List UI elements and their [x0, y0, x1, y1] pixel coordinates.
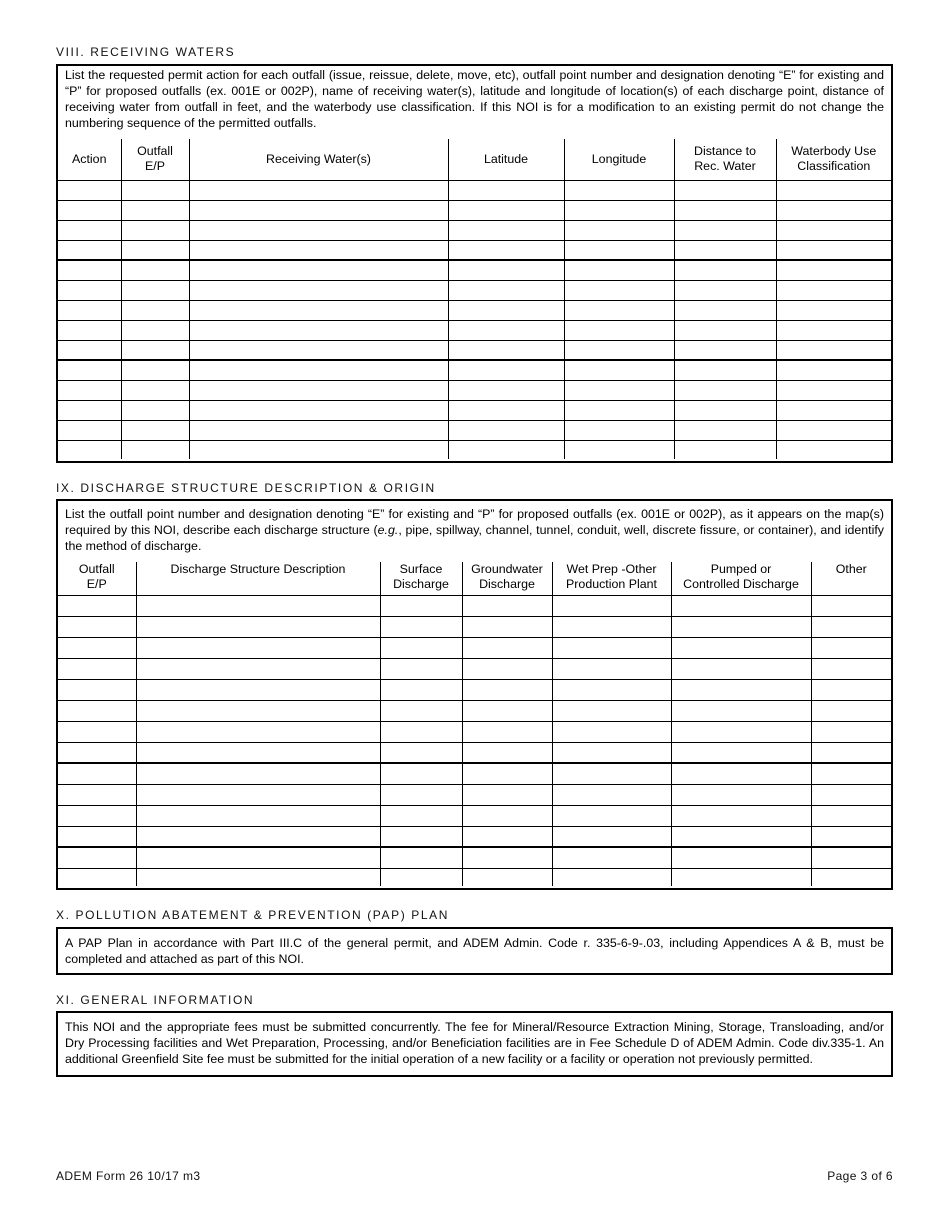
receiving-water-cell[interactable]	[189, 380, 448, 400]
discharge-structure-cell[interactable]	[552, 658, 671, 679]
discharge-structure-cell[interactable]	[58, 847, 136, 868]
receiving-water-cell[interactable]	[776, 400, 891, 420]
receiving-water-cell[interactable]	[121, 420, 189, 440]
table-row	[58, 400, 891, 420]
discharge-structure-cell[interactable]	[811, 868, 891, 886]
discharge-structure-cell[interactable]	[462, 847, 552, 868]
receiving-water-cell[interactable]	[674, 180, 776, 200]
receiving-water-cell[interactable]	[564, 280, 674, 300]
receiving-water-cell[interactable]	[674, 260, 776, 280]
discharge-structure-cell[interactable]	[462, 868, 552, 886]
table-row	[58, 847, 891, 868]
discharge-structure-cell[interactable]	[380, 658, 462, 679]
table-row	[58, 360, 891, 380]
receiving-water-cell[interactable]	[776, 420, 891, 440]
discharge-structure-cell[interactable]	[58, 700, 136, 721]
section-9-description: List the outfall point number and designation denoting “E” for existing and “P” for proposed outfalls (ex. 001E or 002P), as it appears on the map(s) required by this NOI, describe each discharge structure (e.g., pipe, spillway, channel, tunnel, conduit, well, discrete fissure, or container), and identify the method of discharge.	[65, 507, 884, 553]
discharge-structure-cell[interactable]	[552, 805, 671, 826]
discharge-structure-cell[interactable]	[58, 742, 136, 763]
col-header-longitude: Longitude	[564, 139, 674, 180]
discharge-structure-cell[interactable]	[552, 763, 671, 784]
receiving-water-cell[interactable]	[674, 440, 776, 459]
receiving-water-cell[interactable]	[564, 260, 674, 280]
discharge-structure-cell[interactable]	[671, 679, 811, 700]
receiving-water-cell[interactable]	[189, 300, 448, 320]
discharge-structure-cell[interactable]	[462, 805, 552, 826]
receiving-water-cell[interactable]	[189, 220, 448, 240]
discharge-structure-cell[interactable]	[811, 742, 891, 763]
table-row	[58, 260, 891, 280]
receiving-water-cell[interactable]	[776, 300, 891, 320]
receiving-water-cell[interactable]	[121, 400, 189, 420]
discharge-structure-cell[interactable]	[380, 847, 462, 868]
receiving-water-cell[interactable]	[776, 200, 891, 220]
discharge-structure-cell[interactable]	[811, 784, 891, 805]
receiving-water-cell[interactable]	[674, 340, 776, 360]
discharge-structure-cell[interactable]	[58, 658, 136, 679]
discharge-structure-cell[interactable]	[380, 805, 462, 826]
receiving-water-cell[interactable]	[564, 300, 674, 320]
discharge-structure-cell[interactable]	[552, 679, 671, 700]
receiving-water-cell[interactable]	[58, 340, 121, 360]
discharge-structure-cell[interactable]	[811, 805, 891, 826]
discharge-structure-cell[interactable]	[462, 826, 552, 847]
table-row	[58, 220, 891, 240]
discharge-structure-cell[interactable]	[136, 763, 380, 784]
col-header-action: Action	[58, 139, 121, 180]
discharge-structure-cell[interactable]	[380, 826, 462, 847]
discharge-structure-cell[interactable]	[136, 595, 380, 616]
receiving-water-cell[interactable]	[58, 220, 121, 240]
table-row	[58, 868, 891, 886]
receiving-water-cell[interactable]	[121, 360, 189, 380]
discharge-structure-cell[interactable]	[462, 763, 552, 784]
table-row	[58, 200, 891, 220]
discharge-structure-cell[interactable]	[136, 721, 380, 742]
discharge-structure-cell[interactable]	[552, 847, 671, 868]
receiving-water-cell[interactable]	[121, 340, 189, 360]
discharge-structure-cell[interactable]	[380, 637, 462, 658]
receiving-water-cell[interactable]	[448, 420, 564, 440]
receiving-water-cell[interactable]	[58, 280, 121, 300]
receiving-water-cell[interactable]	[58, 360, 121, 380]
receiving-water-cell[interactable]	[448, 180, 564, 200]
discharge-structure-cell[interactable]	[462, 658, 552, 679]
pap-plan-box	[56, 927, 893, 975]
discharge-structure-cell[interactable]	[552, 595, 671, 616]
discharge-structure-cell[interactable]	[136, 637, 380, 658]
discharge-structure-cell[interactable]	[671, 742, 811, 763]
discharge-structure-cell[interactable]	[671, 721, 811, 742]
receiving-water-cell[interactable]	[58, 240, 121, 260]
receiving-water-cell[interactable]	[564, 440, 674, 459]
receiving-water-cell[interactable]	[121, 440, 189, 459]
receiving-water-cell[interactable]	[121, 240, 189, 260]
table-row	[58, 763, 891, 784]
receiving-water-cell[interactable]	[776, 280, 891, 300]
receiving-water-cell[interactable]	[448, 240, 564, 260]
pap-plan-text: A PAP Plan in accordance with Part III.C of the general permit, and ADEM Admin. Code r. 335-6-9-.03, including Appendices A & B, must be completed and attached as part of this NOI.	[65, 936, 884, 966]
receiving-water-cell[interactable]	[674, 300, 776, 320]
discharge-structure-cell[interactable]	[462, 721, 552, 742]
discharge-structure-cell[interactable]	[58, 679, 136, 700]
receiving-water-cell[interactable]	[58, 380, 121, 400]
receiving-water-cell[interactable]	[564, 360, 674, 380]
receiving-water-cell[interactable]	[189, 420, 448, 440]
receiving-water-cell[interactable]	[58, 300, 121, 320]
table-row	[58, 805, 891, 826]
discharge-structure-cell[interactable]	[552, 721, 671, 742]
discharge-structure-cell[interactable]	[811, 637, 891, 658]
table-row	[58, 700, 891, 721]
receiving-water-cell[interactable]	[564, 320, 674, 340]
receiving-water-cell[interactable]	[674, 320, 776, 340]
table-row	[58, 320, 891, 340]
discharge-structure-cell[interactable]	[462, 700, 552, 721]
discharge-structure-cell[interactable]	[136, 784, 380, 805]
discharge-structure-cell[interactable]	[462, 742, 552, 763]
discharge-structure-cell[interactable]	[58, 763, 136, 784]
receiving-water-cell[interactable]	[674, 200, 776, 220]
receiving-water-cell[interactable]	[564, 400, 674, 420]
discharge-structure-cell[interactable]	[380, 700, 462, 721]
receiving-water-cell[interactable]	[674, 280, 776, 300]
table-row	[58, 420, 891, 440]
receiving-water-cell[interactable]	[448, 440, 564, 459]
receiving-water-cell[interactable]	[448, 260, 564, 280]
col-header-receiving-water: Receiving Water(s)	[189, 139, 448, 180]
discharge-structure-cell[interactable]	[671, 595, 811, 616]
table-row	[58, 595, 891, 616]
receiving-water-cell[interactable]	[564, 200, 674, 220]
receiving-water-cell[interactable]	[58, 400, 121, 420]
receiving-water-cell[interactable]	[776, 240, 891, 260]
receiving-water-cell[interactable]	[564, 420, 674, 440]
discharge-structure-cell[interactable]	[380, 616, 462, 637]
receiving-water-cell[interactable]	[776, 380, 891, 400]
discharge-structure-cell[interactable]	[462, 616, 552, 637]
receiving-water-cell[interactable]	[776, 180, 891, 200]
receiving-waters-table	[58, 139, 891, 459]
general-information-text: This NOI and the appropriate fees must be submitted concurrently. The fee for Mineral/Resource Extraction Mining, Storage, Transloading, and/or Dry Processing facilities and Wet Preparation, Processing, and/or Beneficiation facilities are in Fee Schedule D of ADEM Admin. Code div.335-1. An additional Greenfield Site fee must be submitted for the initial operation of a new facility or a facility or operation not previously permitted.	[65, 1020, 884, 1066]
receiving-water-cell[interactable]	[448, 400, 564, 420]
table-row	[58, 637, 891, 658]
discharge-structure-cell[interactable]	[58, 784, 136, 805]
col-header-distance: Distance to Rec. Water	[674, 139, 776, 180]
discharge-structure-cell[interactable]	[380, 742, 462, 763]
discharge-structure-cell[interactable]	[811, 700, 891, 721]
receiving-water-cell[interactable]	[121, 260, 189, 280]
discharge-structure-cell[interactable]	[552, 784, 671, 805]
receiving-water-cell[interactable]	[564, 220, 674, 240]
receiving-water-cell[interactable]	[674, 220, 776, 240]
receiving-water-cell[interactable]	[189, 320, 448, 340]
table-row	[58, 826, 891, 847]
discharge-structure-cell[interactable]	[552, 637, 671, 658]
receiving-water-cell[interactable]	[121, 380, 189, 400]
col-header-other: Other	[811, 562, 891, 595]
form-id: ADEM Form 26 10/17 m3	[56, 1169, 201, 1183]
receiving-water-cell[interactable]	[674, 240, 776, 260]
discharge-structure-cell[interactable]	[811, 826, 891, 847]
discharge-structure-cell[interactable]	[136, 826, 380, 847]
discharge-structure-cell[interactable]	[136, 700, 380, 721]
discharge-structure-cell[interactable]	[811, 763, 891, 784]
receiving-water-cell[interactable]	[121, 200, 189, 220]
receiving-water-cell[interactable]	[58, 180, 121, 200]
receiving-water-cell[interactable]	[674, 380, 776, 400]
discharge-structure-cell[interactable]	[58, 616, 136, 637]
receiving-water-cell[interactable]	[121, 220, 189, 240]
col-header-waterbody-use: Waterbody Use Classification	[776, 139, 891, 180]
table-row	[58, 300, 891, 320]
receiving-water-cell[interactable]	[189, 440, 448, 459]
discharge-structure-cell[interactable]	[671, 868, 811, 886]
receiving-water-cell[interactable]	[189, 400, 448, 420]
discharge-structure-cell[interactable]	[811, 847, 891, 868]
section-11-title: XI. GENERAL INFORMATION	[56, 993, 255, 1007]
discharge-structure-cell[interactable]	[380, 868, 462, 886]
discharge-structure-cell[interactable]	[58, 826, 136, 847]
discharge-structure-cell[interactable]	[58, 721, 136, 742]
receiving-water-cell[interactable]	[674, 420, 776, 440]
discharge-structure-cell[interactable]	[552, 868, 671, 886]
discharge-structure-cell[interactable]	[671, 763, 811, 784]
receiving-water-cell[interactable]	[189, 200, 448, 220]
table-row	[58, 742, 891, 763]
discharge-structure-cell[interactable]	[811, 616, 891, 637]
receiving-water-cell[interactable]	[189, 180, 448, 200]
discharge-structure-cell[interactable]	[552, 616, 671, 637]
receiving-water-cell[interactable]	[58, 440, 121, 459]
receiving-water-cell[interactable]	[776, 320, 891, 340]
discharge-structure-cell[interactable]	[380, 679, 462, 700]
receiving-water-cell[interactable]	[58, 420, 121, 440]
discharge-structure-cell[interactable]	[136, 847, 380, 868]
discharge-structure-cell[interactable]	[380, 595, 462, 616]
receiving-water-cell[interactable]	[189, 260, 448, 280]
receiving-water-cell[interactable]	[189, 280, 448, 300]
discharge-structure-cell[interactable]	[671, 826, 811, 847]
receiving-water-cell[interactable]	[564, 340, 674, 360]
receiving-water-cell[interactable]	[121, 320, 189, 340]
receiving-water-cell[interactable]	[776, 220, 891, 240]
general-information-box	[56, 1011, 893, 1077]
col-header-surface-discharge: Surface Discharge	[380, 562, 462, 595]
receiving-waters-box	[56, 64, 893, 463]
receiving-water-cell[interactable]	[448, 340, 564, 360]
discharge-structure-cell[interactable]	[462, 679, 552, 700]
receiving-water-cell[interactable]	[448, 220, 564, 240]
col-header-outfall-ep: Outfall E/P	[58, 562, 136, 595]
receiving-water-cell[interactable]	[121, 180, 189, 200]
discharge-structure-rows	[58, 595, 891, 886]
table-row	[58, 440, 891, 459]
section-10-title: X. POLLUTION ABATEMENT & PREVENTION (PAP) PLAN	[56, 908, 450, 922]
receiving-water-cell[interactable]	[58, 260, 121, 280]
receiving-water-cell[interactable]	[448, 380, 564, 400]
col-header-structure-description: Discharge Structure Description	[136, 562, 380, 595]
receiving-water-cell[interactable]	[674, 360, 776, 380]
page-number: Page 3 of 6	[827, 1169, 893, 1183]
discharge-structure-cell[interactable]	[552, 700, 671, 721]
discharge-structure-cell[interactable]	[462, 637, 552, 658]
table-row	[58, 679, 891, 700]
table-row	[58, 721, 891, 742]
table-row	[58, 784, 891, 805]
section-8-title: VIII. RECEIVING WATERS	[56, 45, 236, 59]
discharge-structure-cell[interactable]	[462, 595, 552, 616]
discharge-structure-box	[56, 499, 893, 890]
col-header-wet-prep: Wet Prep -Other Production Plant	[552, 562, 671, 595]
discharge-structure-cell[interactable]	[671, 805, 811, 826]
discharge-structure-cell[interactable]	[58, 868, 136, 886]
discharge-structure-cell[interactable]	[136, 742, 380, 763]
discharge-structure-cell[interactable]	[811, 679, 891, 700]
discharge-structure-cell[interactable]	[380, 784, 462, 805]
col-header-outfall: Outfall E/P	[121, 139, 189, 180]
section-9-title: IX. DISCHARGE STRUCTURE DESCRIPTION & ORIGIN	[56, 481, 436, 495]
discharge-structure-cell[interactable]	[671, 847, 811, 868]
discharge-structure-cell[interactable]	[136, 616, 380, 637]
discharge-structure-cell[interactable]	[380, 721, 462, 742]
table-row	[58, 240, 891, 260]
table-row	[58, 658, 891, 679]
receiving-water-cell[interactable]	[674, 400, 776, 420]
table-row	[58, 180, 891, 200]
discharge-structure-cell[interactable]	[136, 805, 380, 826]
discharge-structure-cell[interactable]	[58, 805, 136, 826]
receiving-water-cell[interactable]	[448, 360, 564, 380]
discharge-structure-cell[interactable]	[136, 868, 380, 886]
receiving-water-cell[interactable]	[564, 380, 674, 400]
receiving-water-cell[interactable]	[189, 340, 448, 360]
discharge-structure-cell[interactable]	[552, 742, 671, 763]
receiving-water-cell[interactable]	[564, 240, 674, 260]
receiving-water-cell[interactable]	[448, 320, 564, 340]
receiving-water-cell[interactable]	[776, 260, 891, 280]
receiving-water-cell[interactable]	[448, 200, 564, 220]
table-row	[58, 616, 891, 637]
discharge-structure-cell[interactable]	[136, 679, 380, 700]
discharge-structure-cell[interactable]	[58, 595, 136, 616]
discharge-structure-cell[interactable]	[671, 658, 811, 679]
discharge-structure-cell[interactable]	[811, 658, 891, 679]
receiving-water-cell[interactable]	[776, 340, 891, 360]
table-row	[58, 340, 891, 360]
discharge-structure-cell[interactable]	[462, 784, 552, 805]
receiving-water-cell[interactable]	[189, 240, 448, 260]
discharge-structure-cell[interactable]	[671, 784, 811, 805]
col-header-latitude: Latitude	[448, 139, 564, 180]
discharge-structure-cell[interactable]	[380, 763, 462, 784]
section-8-description: List the requested permit action for each outfall (issue, reissue, delete, move, etc), outfall point number and designation denoting “E” for existing and “P” for proposed outfalls (ex. 001E or 002P), name of receiving water(s), latitude and longitude of location(s) of each discharge point, distance of receiving water from outfall in feet, and the waterbody use classification. If this NOI is for a modification to an existing permit do not change the numbering sequence of the permitted outfalls.	[65, 68, 884, 130]
discharge-structure-cell[interactable]	[671, 637, 811, 658]
col-header-pumped-controlled: Pumped or Controlled Discharge	[671, 562, 811, 595]
receiving-water-cell[interactable]	[448, 280, 564, 300]
receiving-water-cell[interactable]	[121, 280, 189, 300]
table-row	[58, 380, 891, 400]
discharge-structure-cell[interactable]	[811, 721, 891, 742]
receiving-water-cell[interactable]	[121, 300, 189, 320]
receiving-water-cell[interactable]	[189, 360, 448, 380]
receiving-water-cell[interactable]	[776, 360, 891, 380]
table-row	[58, 280, 891, 300]
discharge-structure-cell[interactable]	[671, 700, 811, 721]
discharge-structure-cell[interactable]	[58, 637, 136, 658]
discharge-structure-cell[interactable]	[811, 595, 891, 616]
receiving-water-cell[interactable]	[448, 300, 564, 320]
discharge-structure-table	[58, 562, 891, 886]
discharge-structure-cell[interactable]	[671, 616, 811, 637]
discharge-structure-cell[interactable]	[552, 826, 671, 847]
receiving-water-cell[interactable]	[564, 180, 674, 200]
discharge-structure-cell[interactable]	[136, 658, 380, 679]
receiving-water-cell[interactable]	[58, 200, 121, 220]
col-header-groundwater-discharge: Groundwater Discharge	[462, 562, 552, 595]
receiving-water-cell[interactable]	[58, 320, 121, 340]
receiving-water-cell[interactable]	[776, 440, 891, 459]
receiving-waters-rows	[58, 180, 891, 459]
